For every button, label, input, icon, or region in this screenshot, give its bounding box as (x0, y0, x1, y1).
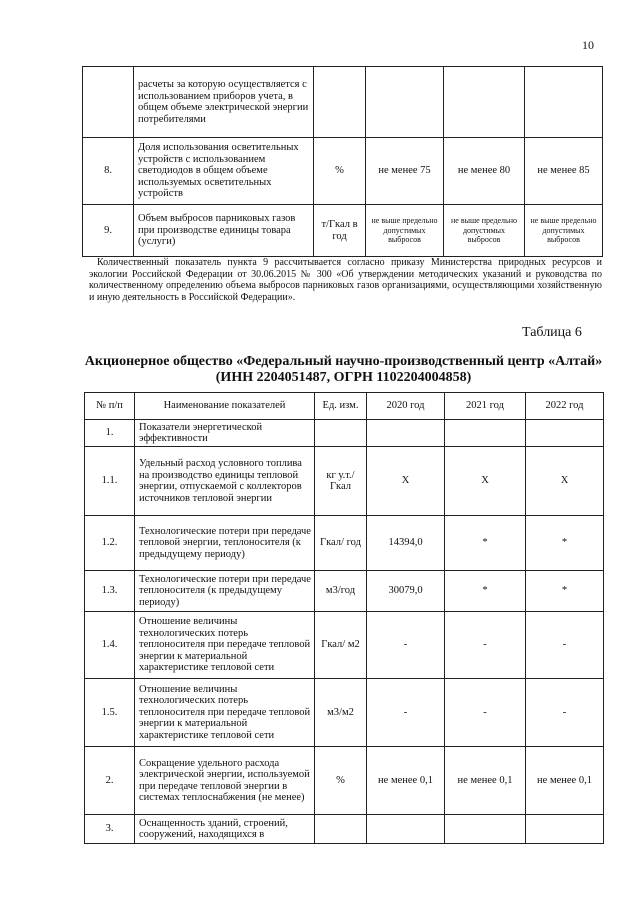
row-number: 8. (83, 138, 134, 205)
unit-cell: кг у.т./ Гкал (315, 447, 367, 516)
value-2022 (526, 420, 604, 447)
indicator-name: Доля использования осветительных устройств с использованием светодиодов в общем объеме используемых осветительных устройств (134, 138, 314, 205)
table-row (83, 67, 603, 138)
page-number: 10 (582, 38, 594, 52)
value-2022: Х (526, 447, 604, 516)
row-number: 9. (83, 205, 134, 257)
header-num: № п/п (85, 393, 135, 420)
unit-cell: м3/м2 (315, 679, 367, 747)
value-2020: - (367, 679, 445, 747)
value-2022: не выше предельно допустимых выбросов (525, 205, 603, 257)
indicator-name: Объем выбросов парниковых газов при производстве единицы товара (услуги) (134, 205, 314, 257)
value-2020: 14394,0 (367, 516, 445, 571)
indicators-table-continued (82, 66, 603, 257)
indicator-name: Технологические потери при передаче теплоносителя (к предыдущему периоду) (135, 571, 315, 612)
table-row (85, 447, 604, 516)
table-row (83, 138, 603, 205)
header-2020: 2020 год (367, 393, 445, 420)
table-row (85, 612, 604, 679)
unit-cell: т/Гкал в год (314, 205, 366, 257)
row-number: 1.5. (85, 679, 135, 747)
indicator-name: Технологические потери при передаче тепловой энергии, теплоносителя (к предыдущему периоду) (135, 516, 315, 571)
header-2021: 2021 год (445, 393, 526, 420)
value-2021: не менее 0,1 (445, 747, 526, 815)
row-number: 3. (85, 815, 135, 844)
value-2022: не менее 0,1 (526, 747, 604, 815)
indicator-name: Отношение величины технологических потерь теплоносителя при передаче тепловой энергии к материальной характеристике тепловой сети (135, 612, 315, 679)
value-2020: - (367, 612, 445, 679)
table-row (85, 420, 604, 447)
table-row (85, 679, 604, 747)
table-header-row (85, 393, 604, 420)
row-number: 2. (85, 747, 135, 815)
table-row (85, 747, 604, 815)
value-2021: - (445, 612, 526, 679)
indicator-name: Отношение величины технологических потерь теплоносителя при передаче тепловой энергии к материальной характеристике тепловой сети (135, 679, 315, 747)
indicator-name: Удельный расход условного топлива на производство единицы тепловой энергии, отпускаемой с коллекторов источников тепловой энергии (135, 447, 315, 516)
value-2021: Х (445, 447, 526, 516)
value-2022: * (526, 516, 604, 571)
value-2020: не менее 75 (366, 138, 444, 205)
value-2021: * (445, 516, 526, 571)
table-row (85, 516, 604, 571)
value-2020 (367, 420, 445, 447)
indicator-name: Оснащенность зданий, строений, сооружений, находящихся в (135, 815, 315, 844)
value-2022 (525, 67, 603, 138)
row-number: 1.1. (85, 447, 135, 516)
value-2020 (366, 67, 444, 138)
value-2022: - (526, 679, 604, 747)
value-2020: не менее 0,1 (367, 747, 445, 815)
table-row (85, 571, 604, 612)
indicator-name: расчеты за которую осуществляется с использованием приборов учета, в общем объеме электрической энергии потребителями (134, 67, 314, 138)
unit-cell (315, 815, 367, 844)
unit-cell: Гкал/ год (315, 516, 367, 571)
value-2022: * (526, 571, 604, 612)
unit-cell: % (314, 138, 366, 205)
value-2021: * (445, 571, 526, 612)
row-number: 1.3. (85, 571, 135, 612)
value-2020: Х (367, 447, 445, 516)
unit-cell: м3/год (315, 571, 367, 612)
indicators-table (84, 392, 604, 844)
unit-cell (315, 420, 367, 447)
value-2022: не менее 85 (525, 138, 603, 205)
unit-cell (314, 67, 366, 138)
table-row (85, 815, 604, 844)
row-number: 1.2. (85, 516, 135, 571)
header-2022: 2022 год (526, 393, 604, 420)
row-number: 1.4. (85, 612, 135, 679)
value-2021 (444, 67, 525, 138)
indicator-name: Показатели энергетической эффективности (135, 420, 315, 447)
value-2021: не менее 80 (444, 138, 525, 205)
table-row (83, 205, 603, 257)
footnote-text: Количественный показатель пункта 9 рассчитывается согласно приказу Министерства природных ресурсов и экологии Российской Федерации от 30.06.2015 № 300 «Об утверждении методических указаний и руководства по количественному определению объема выбросов парниковых газов организациями, осуществляющими хозяйственную и иную деятельность в Российской Федерации». (89, 257, 602, 303)
value-2021: не выше предельно допустимых выбросов (444, 205, 525, 257)
organization-heading: Акционерное общество «Федеральный научно-производственный центр «Алтай» (ИНН 2204051487, ОГРН 1102204004858) (84, 354, 603, 385)
unit-cell: % (315, 747, 367, 815)
table-label: Таблица 6 (522, 325, 582, 340)
indicator-name: Сокращение удельного расхода электрической энергии, используемой при передаче тепловой энергии в системах теплоснабжения (не менее) (135, 747, 315, 815)
row-number: 1. (85, 420, 135, 447)
value-2022 (526, 815, 604, 844)
unit-cell: Гкал/ м2 (315, 612, 367, 679)
value-2021 (445, 420, 526, 447)
footnote (89, 257, 602, 303)
value-2021 (445, 815, 526, 844)
value-2020: 30079,0 (367, 571, 445, 612)
value-2022: - (526, 612, 604, 679)
value-2021: - (445, 679, 526, 747)
header-name: Наименование показателей (135, 393, 315, 420)
value-2020 (367, 815, 445, 844)
value-2020: не выше предельно допустимых выбросов (366, 205, 444, 257)
header-unit: Ед. изм. (315, 393, 367, 420)
row-number (83, 67, 134, 138)
